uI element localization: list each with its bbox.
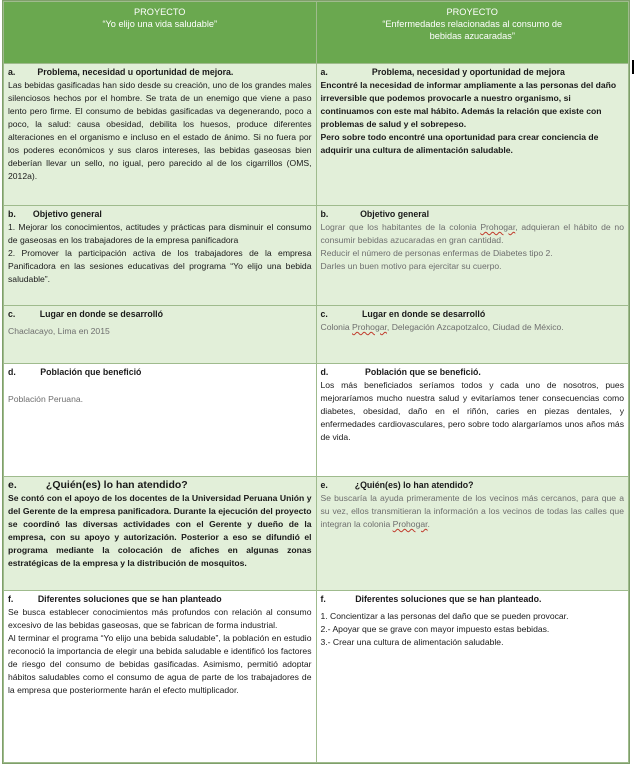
cell-text: Chaclacayo, Lima en 2015 [8, 326, 110, 336]
row-problem [4, 64, 629, 206]
cell-text: 1. Mejorar los conocimientos, actitudes y prácticas para disminuir el consumo de gaseosas en los trabajadores de la empresa panificadora [8, 222, 312, 245]
cell-left-place [4, 306, 317, 364]
row-population [4, 364, 629, 477]
cell-right-objective [316, 206, 629, 306]
text-part: Lograr que los habitantes de la colonia [320, 222, 481, 232]
list-item: 1. Concientizar a las personas del daño que se pueden provocar. [320, 611, 569, 621]
cell-text: Los más beneficiados seríamos todos y cada uno de nosotros, pues mejoraríamos mucho nuestra salud y evitaríamos tener consecuencias como diabetes, obesidad, daño en el riñón, caries en piezas dentales, y enfermedades cardiovasculares, pero sobre todo alargaríamos unos años más de vida. [320, 380, 624, 442]
cell-right-attended [316, 477, 629, 591]
text-part: , Delegación Azcapotzalco, Ciudad de México. [386, 322, 564, 332]
text-cursor [632, 60, 634, 74]
cell-right-problem [316, 64, 629, 206]
section-heading: a. Problema, necesidad u oportunidad de mejora. [8, 67, 234, 77]
cell-text: 2. Promover la participación activa de los trabajadores de la empresa Panificadora en las sesiones educativas del programa “Yo elijo una bebida saludable”. [8, 248, 312, 284]
section-heading: b. Objetivo general [320, 209, 430, 219]
header-right-name-line2: bebidas azucaradas” [429, 31, 515, 41]
text-part: Se buscaría la ayuda primeramente de los vecinos más cercanos, para que a su vez, ellos transmitieran la información a los vecinos de todas las calles que integran la colonia [320, 493, 624, 529]
section-heading: c. Lugar en donde se desarrolló [320, 309, 486, 319]
cell-right-population [316, 364, 629, 477]
section-heading: f. Diferentes soluciones que se han planteado [8, 594, 222, 604]
text-part: , adquieran el hábito de no consumir bebidas azucaradas en gran cantidad. [320, 222, 624, 245]
section-heading: e. ¿Quién(es) lo han atendido? [8, 479, 188, 491]
row-place [4, 306, 629, 364]
section-heading: f. Diferentes soluciones que se han planteado. [320, 594, 542, 604]
cell-right-solutions [316, 591, 629, 763]
row-attended [4, 477, 629, 591]
list-item: 3.- Crear una cultura de alimentación saludable. [320, 637, 504, 647]
header-right-title: PROYECTO [446, 7, 498, 17]
misspelled-word: Prohogar [480, 222, 516, 232]
cell-text: Reducir el número de personas enfermas de Diabetes tipo 2. [320, 248, 553, 258]
cell-text [321, 221, 625, 247]
header-left [4, 2, 317, 64]
text-part: . [427, 519, 430, 529]
header-right [316, 2, 629, 64]
header-left-title: PROYECTO [134, 7, 186, 17]
cell-right-place [316, 306, 629, 364]
section-heading: e. ¿Quién(es) lo han atendido? [320, 480, 474, 490]
row-objective [4, 206, 629, 306]
cell-text: Las bebidas gasificadas han sido desde su creación, uno de los grandes males silenciosos hechos por el hombre. Se trata de un enemigo que viene a paso lento pero firme. El consumo de bebidas gasificadas va degenerando, poco a poco, la salud: causa obesidad, debilita los huesos, produce diferentes alteraciones en el organismo e incluso en el estado de ánimo. Si no fuera por los poderes económicos y sus claros intereses, las bebidas gaseosas bien deberían llevar un sello, no igual, pero parecido al de los cigarrillos (OMS, 2012a). [8, 80, 312, 181]
cell-left-solutions [4, 591, 317, 763]
cell-text: Población Peruana. [8, 394, 84, 404]
section-heading: a. Problema, necesidad y oportunidad de mejora [320, 67, 565, 77]
cell-text: Darles un buen motivo para ejercitar su cuerpo. [320, 261, 502, 271]
cell-left-attended [4, 477, 317, 591]
text-part: Colonia [320, 322, 353, 332]
cell-text: Se contó con el apoyo de los docentes de la Universidad Peruana Unión y del Gerente de la empresa panificadora. Durante la ejecución del proyecto se coordinó las diversas actividades con el Gerente y dueño de la empresa, con su apoyo y autorización. Posterior a eso se difundió el programa mediante la colocación de afiches en algunas zonas estratégicas de la empresa y la distribución de mosquitos. [8, 493, 312, 568]
misspelled-word: Prohogar [392, 519, 428, 529]
section-heading: d. Población que se benefició. [320, 367, 481, 377]
cell-text [321, 321, 625, 334]
cell-left-population [4, 364, 317, 477]
list-item: 2.- Apoyar que se grave con mayor impuesto estas bebidas. [320, 624, 550, 634]
cell-text: Al terminar el programa “Yo elijo una bebida saludable”, la población en estudio reconoció la importancia de elegir una bebida saludable e identificó los factores de riesgo del consumo de bebidas gasificadas. Asimismo, permitió adoptar hábitos saludables como el consumo de agua de parte de los trabajadores de la empresa que posteriormente harán el efecto multiplicador. [8, 633, 312, 695]
section-heading: c. Lugar en donde se desarrolló [8, 309, 163, 319]
cell-left-problem [4, 64, 317, 206]
section-heading: b. Objetivo general [8, 209, 102, 219]
cell-left-objective [4, 206, 317, 306]
section-heading: d. Población que benefició [8, 367, 142, 377]
cell-text: Se busca establecer conocimientos más profundos con relación al consumo excesivo de las bebidas gaseosas, que se fabrican de forma industrial. [8, 607, 312, 630]
header-right-name-line1: “Enfermedades relacionadas al consumo de [382, 19, 563, 29]
cell-text: Encontré la necesidad de informar ampliamente a las personas del daño irreversible que podemos provocarle a nuestro organismo, si continuamos con este mal hábito. Además la relación que existe con problemas de salud y el sobrepeso. [320, 80, 617, 129]
cell-text [321, 492, 625, 531]
row-solutions [4, 591, 629, 763]
header-left-name: “Yo elijo una vida saludable” [102, 19, 218, 29]
comparison-table [2, 0, 630, 764]
cell-text: Pero sobre todo encontré una oportunidad para crear conciencia de adquirir una cultura de alimentación saludable. [320, 132, 599, 155]
header-row [4, 2, 629, 64]
misspelled-word: Prohogar [352, 322, 387, 332]
